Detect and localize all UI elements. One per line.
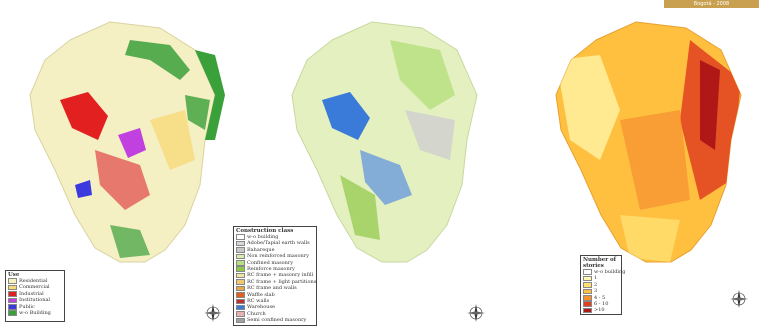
compass-north-arrow-icon bbox=[730, 290, 748, 308]
map-use bbox=[30, 22, 225, 262]
construction-legend-swatch bbox=[236, 234, 245, 240]
stories-legend-swatch bbox=[583, 289, 592, 295]
construction-legend-swatch bbox=[236, 260, 245, 266]
construction-legend-swatch bbox=[236, 241, 245, 247]
construction-legend-label: Confined masonry bbox=[247, 259, 294, 266]
legend-construction-class bbox=[233, 226, 317, 326]
stories-legend-label: 3 bbox=[594, 288, 598, 295]
use-legend-label: Public bbox=[19, 303, 35, 310]
construction-legend-label: Semi confined masonry bbox=[247, 317, 307, 324]
compass-north-arrow-icon bbox=[204, 304, 222, 322]
construction-legend-swatch bbox=[236, 279, 245, 285]
stories-legend-swatch bbox=[583, 301, 592, 307]
construction-legend-swatch bbox=[236, 286, 245, 292]
construction-legend-label: Adobe/Tapial earth walls bbox=[247, 240, 310, 247]
use-legend-label: w-o Building bbox=[19, 310, 51, 317]
stories-legend-swatch bbox=[583, 308, 592, 314]
use-legend-swatch bbox=[8, 278, 17, 284]
construction-legend-swatch bbox=[236, 311, 245, 317]
compass-north-arrow-icon bbox=[467, 304, 485, 322]
construction-legend-label: RC frame + light partitions bbox=[247, 278, 317, 285]
stories-legend-swatch bbox=[583, 276, 592, 282]
construction-legend-row bbox=[236, 317, 314, 323]
stories-legend-label: w-o building bbox=[594, 269, 626, 275]
construction-legend-label: Waffle slab bbox=[247, 291, 275, 298]
construction-legend-label: Reinforce masonry bbox=[247, 266, 295, 273]
construction-legend-label: Non reinforced masonry bbox=[247, 253, 309, 260]
legend-stories-title: Number of stories bbox=[583, 257, 617, 269]
construction-legend-swatch bbox=[236, 254, 245, 260]
stories-legend-label: >10 bbox=[594, 307, 605, 314]
construction-legend-label: RC frame + masonry infill bbox=[247, 272, 314, 279]
stories-legend-row bbox=[583, 269, 626, 275]
stories-legend-label: 6 - 10 bbox=[594, 301, 609, 308]
map-construction-class bbox=[292, 22, 477, 262]
construction-legend-swatch bbox=[236, 318, 245, 324]
construction-legend-swatch bbox=[236, 292, 245, 298]
stories-legend-row bbox=[583, 307, 619, 313]
stories-legend-swatch bbox=[583, 269, 592, 275]
use-legend-swatch bbox=[8, 291, 17, 297]
stories-legend-label: 2 bbox=[594, 281, 598, 288]
use-legend-swatch bbox=[8, 304, 17, 310]
stories-legend-label: 1 bbox=[594, 275, 598, 282]
construction-legend-label: RC frame and walls bbox=[247, 285, 297, 292]
construction-legend-label: Church bbox=[247, 310, 266, 317]
construction-legend-swatch bbox=[236, 273, 245, 279]
use-legend-swatch bbox=[8, 285, 17, 291]
legend-stories-items bbox=[583, 269, 626, 314]
legend-construction-title: Construction class bbox=[236, 228, 294, 234]
date-badge-text: Bogotá - 2008 bbox=[693, 1, 730, 7]
use-legend-label: Institutional bbox=[19, 297, 51, 304]
construction-legend-label: w-o building bbox=[247, 234, 279, 240]
use-legend-swatch bbox=[8, 310, 17, 316]
stories-legend-swatch bbox=[583, 282, 592, 288]
construction-legend-swatch bbox=[236, 299, 245, 305]
use-legend-label: Industrial bbox=[19, 290, 44, 297]
legend-number-of-stories bbox=[580, 255, 626, 315]
legend-construction-items bbox=[236, 234, 317, 324]
construction-legend-swatch bbox=[236, 305, 245, 311]
use-legend-label: Commercial bbox=[19, 284, 50, 291]
map-number-of-stories bbox=[556, 22, 741, 262]
use-legend-label: Residential bbox=[19, 278, 48, 284]
legend-use-items bbox=[8, 278, 62, 316]
map-stories-south bbox=[620, 215, 680, 262]
construction-legend-swatch bbox=[236, 266, 245, 272]
legend-use-title: Use bbox=[8, 272, 20, 278]
construction-legend-label: RC walls bbox=[247, 298, 270, 305]
use-legend-row bbox=[8, 310, 62, 316]
construction-legend-label: Warehouse bbox=[247, 304, 276, 311]
stories-legend-swatch bbox=[583, 295, 592, 301]
legend-use bbox=[5, 270, 65, 322]
stories-legend-label: 4 - 5 bbox=[594, 294, 606, 301]
use-legend-swatch bbox=[8, 298, 17, 304]
construction-legend-label: Bahareque bbox=[247, 246, 275, 253]
construction-legend-swatch bbox=[236, 247, 245, 253]
